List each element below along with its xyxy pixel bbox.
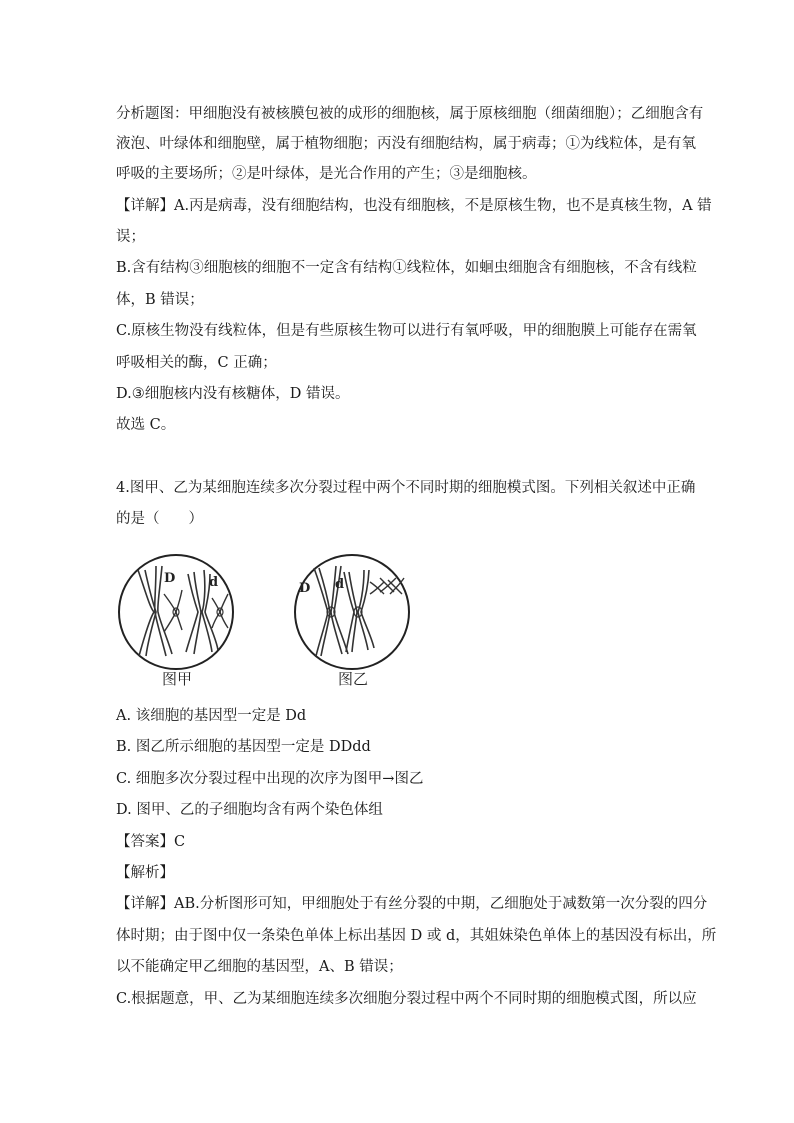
text-line: 以不能确定甲乙细胞的基因型，A、B 错误； [116, 959, 403, 975]
gene-label-d: d [209, 575, 219, 590]
text-line: 分析题图：甲细胞没有被核膜包被的成形的细胞核，属于原核细胞（细菌细胞）；乙细胞含有 [116, 106, 704, 122]
question-stem-line: 4.图甲、乙为某细胞连续多次分裂过程中两个不同时期的细胞模式图。下列相关叙述中正确 [116, 480, 696, 496]
figure-label-jia: 图甲 [162, 670, 193, 688]
text-line: D.③细胞核内没有核糖体，D 错误。 [116, 386, 350, 402]
text-line: 误； [116, 229, 145, 245]
option-b: B. 图乙所示细胞的基因型一定是 DDdd [116, 739, 371, 755]
cell-figure [112, 548, 432, 698]
text-line: 故选 C。 [116, 417, 176, 433]
option-d: D. 图甲、乙的子细胞均含有两个染色体组 [116, 802, 383, 818]
text-line: 体时期；由于图中仅一条染色单体上标出基因 D 或 d，其姐妹染色单体上的基因没有标出，所 [116, 928, 717, 944]
option-a: A. 该细胞的基因型一定是 Dd [116, 708, 307, 724]
text-line: B.含有结构③细胞核的细胞不一定含有结构①线粒体，如蛔虫细胞含有细胞核，不含有线粒 [116, 260, 697, 276]
cell-jia [119, 555, 233, 669]
gene-label-D: D [299, 581, 311, 596]
question-stem-line: 的是（ ） [116, 511, 203, 527]
text-line: 体，B 错误； [116, 292, 204, 308]
gene-label-D: D [164, 571, 176, 586]
text-line: 呼吸相关的酶，C 正确； [116, 355, 277, 371]
figure-label-yi: 图乙 [338, 670, 369, 688]
text-line: 【详解】AB.分析图形可知，甲细胞处于有丝分裂的中期，乙细胞处于减数第一次分裂的四分 [116, 896, 708, 912]
text-line: 【详解】A.丙是病毒，没有细胞结构，也没有细胞核，不是原核生物，也不是真核生物，A 错 [116, 198, 712, 214]
text-line: 液泡、叶绿体和细胞壁，属于植物细胞；丙没有细胞结构，属于病毒；①为线粒体，是有氧 [116, 136, 696, 152]
option-c: C. 细胞多次分裂过程中出现的次序为图甲→图乙 [116, 771, 424, 787]
gene-label-d: d [335, 577, 345, 592]
text-line: C.原核生物没有线粒体，但是有些原核生物可以进行有氧呼吸，甲的细胞膜上可能存在需氧 [116, 323, 697, 339]
answer: 【答案】C [116, 834, 186, 850]
text-line: 呼吸的主要场所；②是叶绿体，是光合作用的产生；③是细胞核。 [116, 166, 537, 182]
text-line: C.根据题意，甲、乙为某细胞连续多次细胞分裂过程中两个不同时期的细胞模式图，所以应 [116, 991, 697, 1007]
cell-yi [295, 555, 409, 669]
analysis-heading: 【解析】 [116, 865, 174, 881]
